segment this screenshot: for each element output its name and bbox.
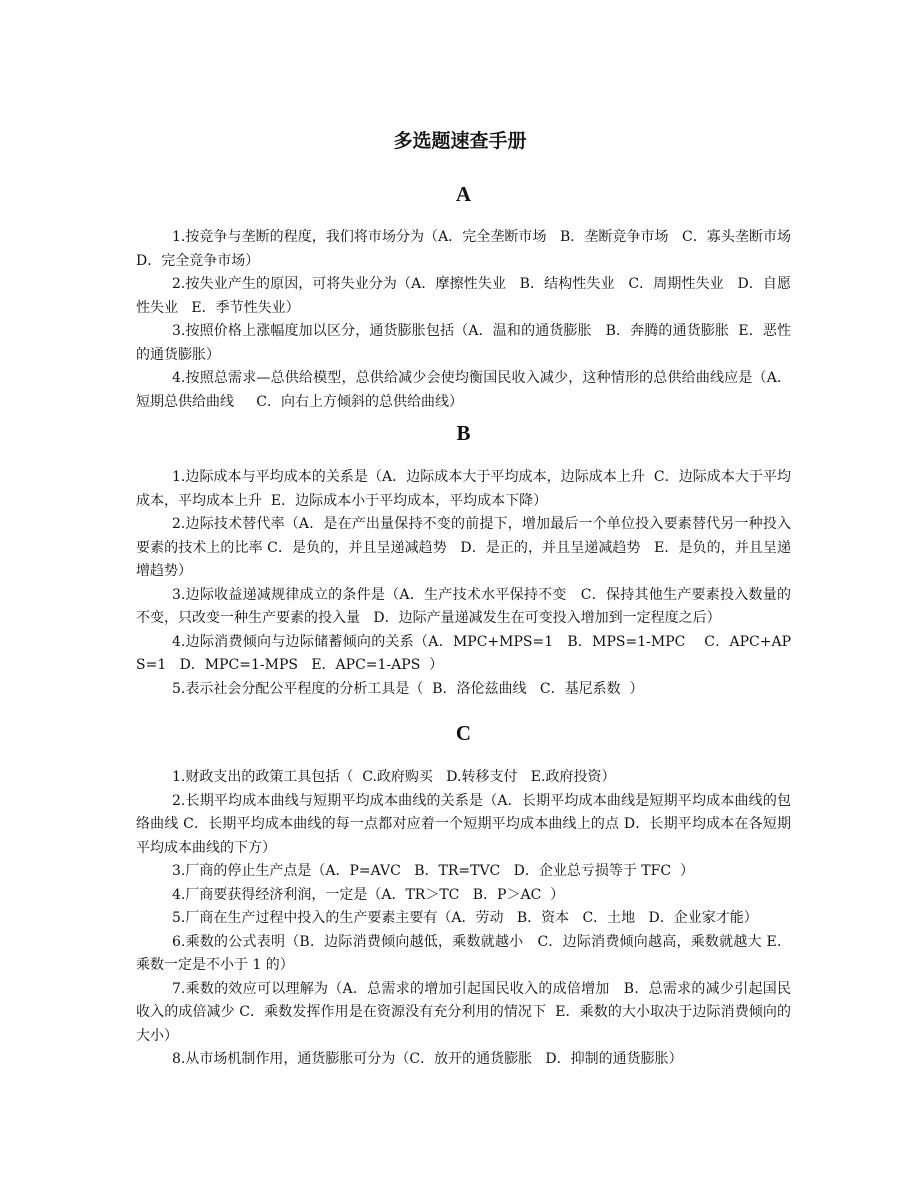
question-item: 2.长期平均成本曲线与短期平均成本曲线的关系是（A．长期平均成本曲线是短期平均成本曲线的包络曲线 C．长期平均成本曲线的每一点都对应着一个短期平均成本曲线上的点 D．长期平均成本在各短期平均成本曲线的下方） [136,792,791,856]
section-b [136,419,791,701]
question-item: 1.财政支出的政策工具包括（ C.政府购买 D.转移支付 E.政府投资） [172,769,616,785]
question-item: 2.边际技术替代率（A．是在产出量保持不变的前提下，增加最后一个单位投入要素替代另一种投入要素的技术上的比率 C．是负的，并且呈递减趋势 D．是正的，并且呈递减趋势 E．是负的，并且呈递增趋势） [136,516,791,579]
question-item: 3.厂商的停止生产点是（A．P=AVC B．TR=TVC D．企业总亏损等于 TFC ） [172,863,694,879]
question-item: 4.按照总需求—总供给模型，总供给减少会使均衡国民收入减少，这种情形的总供给曲线应是（A．短期总供给曲线 C．向右上方倾斜的总供给曲线） [136,370,791,410]
section-heading-b: B [456,421,471,445]
section-heading-a: A [455,182,472,206]
question-item: 1.按竞争与垄断的程度，我们将市场分为（A．完全垄断市场 B．垄断竞争市场 C．寡头垄断市场 D．完全竞争市场） [136,229,805,269]
question-item: 7.乘数的效应可以理解为（A．总需求的增加引起国民收入的成倍增加 B．总需求的减少引起国民收入的成倍减少 C．乘数发挥作用是在资源没有充分利用的情况下 E．乘数的大小取决于边际消费倾向的大小） [136,980,791,1044]
section-a [136,180,805,414]
question-item: 2.按失业产生的原因，可将失业分为（A．摩擦性失业 B．结构性失业 C．周期性失业 D．自愿性失业 E．季节性失业） [136,276,791,316]
question-item: 4.厂商要获得经济利润，一定是（A．TR＞TC B．P＞AC ） [172,886,565,903]
section-heading-c: C [455,721,472,745]
question-item: 3.边际收益递减规律成立的条件是（A．生产技术水平保持不变 C．保持其他生产要素投入数量的不变，只改变一种生产要素的投入量 D．边际产量递减发生在可变投入增加到一定程度之后） [136,586,791,626]
question-item: 8.从市场机制作用，通货膨胀可分为（C．放开的通货膨胀 D．抑制的通货膨胀） [172,1051,683,1067]
question-item: 6.乘数的公式表明（B．边际消费倾向越低，乘数就越小 C．边际消费倾向越高，乘数就越大 E．乘数一定是不小于 1 的） [136,933,791,973]
question-item: 4.边际消费倾向与边际储蓄倾向的关系（A．MPC+MPS=1 B．MPS=1-MPC C．APC+APS=1 D．MPC=1-MPS E．APC=1-APS ） [136,633,791,673]
question-item: 3.按照价格上涨幅度加以区分，通货膨胀包括（A．温和的通货膨胀 B．奔腾的通货膨胀 E．恶性的通货膨胀） [136,323,791,363]
question-item: 1.边际成本与平均成本的关系是（A．边际成本大于平均成本，边际成本上升 C．边际成本大于平均成本，平均成本上升 E．边际成本小于平均成本，平均成本下降） [136,469,791,509]
section-c [136,719,791,1072]
document-title: 多选题速查手册 [393,130,527,152]
question-item: 5.表示社会分配公平程度的分析工具是（ B．洛伦兹曲线 C．基尼系数 ） [172,680,644,697]
question-item: 5.厂商在生产过程中投入的生产要素主要有（A．劳动 B．资本 C．土地 D．企业家才能） [172,910,758,926]
